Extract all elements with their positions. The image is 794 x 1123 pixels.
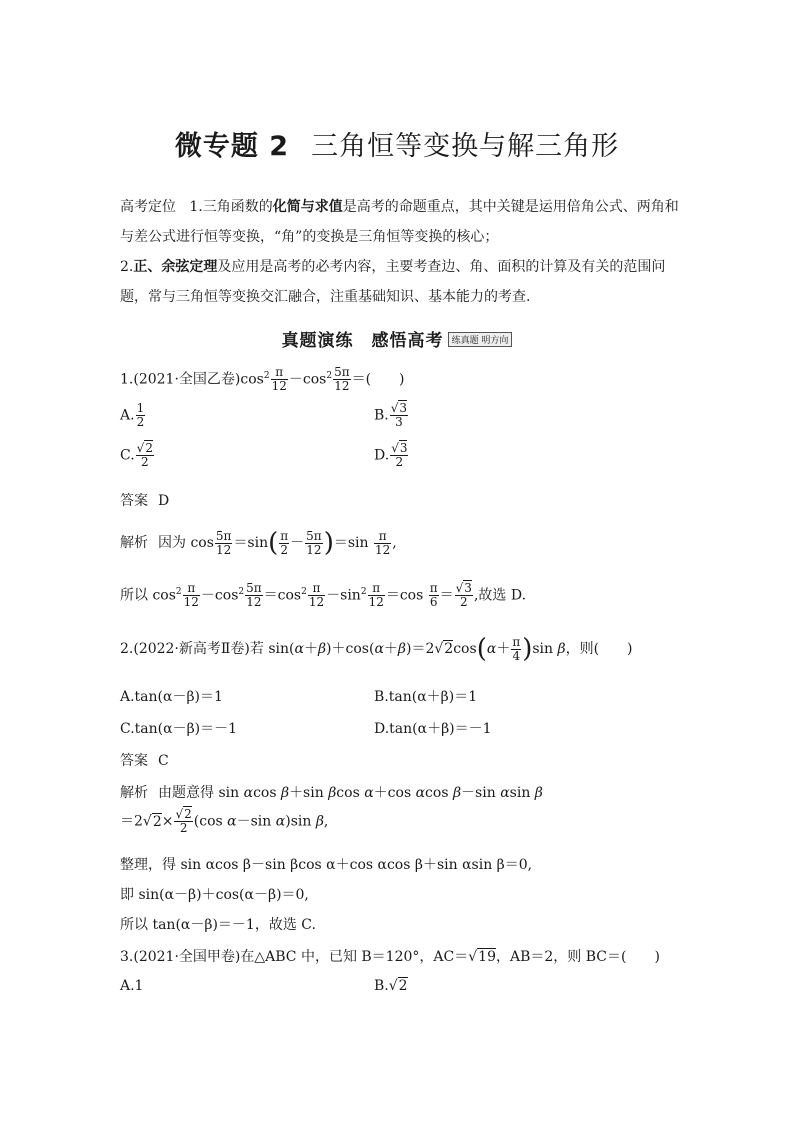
q2-analysis-4: 即 sin(α－β)＋cos(α－β)＝0, — [120, 887, 309, 903]
q1-analysis-2: 所以 $\cos^2$ $\frac{\pi}{12}$ $-\cos^2$ $\frac{5\pi}{12}$ $=\cos^2$ $\frac{\pi}{12}$ $-\sin^2$ $\frac{\pi}{12}$ ＝cos $\frac{\pi}{6}$ ＝ $\frac{√3}{2}$ ,故选 D. — [120, 581, 527, 609]
q2-option-d: D.tan(α＋β)＝－1 — [374, 721, 492, 737]
intro-text: 2. — [120, 259, 134, 275]
q2-analysis-3: 整理，得 sin αcos β－sin βcos α＋cos αcos β＋sin αsin β＝0, — [120, 857, 533, 873]
q3-option-a: A.1 — [120, 978, 144, 994]
q3-option-b: B.√2 — [374, 978, 408, 994]
q2-option-c: C.tan(α－β)＝－1 — [120, 721, 238, 737]
intro-paragraph — [120, 192, 680, 312]
q2-analysis: 解析 由题意得 sin αcos β＋sin βcos α＋cos αcos β－sin αsin β — [120, 785, 543, 801]
q1-prefix: 1.(2021·全国乙卷) — [120, 371, 241, 388]
q1-analysis: 解析 因为 cos $\frac{5\pi}{12}$ ＝sin( $\frac{\pi}{2}$ － $\frac{5\pi}{12}$ )＝sin $\frac{\pi}{12}$ , — [120, 528, 397, 558]
intro-text: 是高考的命题重点，其中 — [342, 199, 497, 215]
title-main: 微专题 2 — [174, 131, 290, 162]
intro-bold: 化简与求值 — [272, 199, 343, 215]
section-heading — [0, 326, 794, 351]
title-sub: 三角恒等变换与解三角形 — [311, 131, 620, 162]
intro-text: 1.三角函数的 — [189, 199, 273, 215]
q2-analysis-5: 所以 tan(α－β)＝－1，故选 C. — [120, 917, 316, 933]
q1-option-c: C. $\frac{√2}{2}$ — [120, 441, 153, 469]
q1-option-b: B. $\frac{√3}{3}$ — [374, 401, 408, 429]
intro-text: 关键是运用倍角公式、两角和与差公式进行恒等变换，“角”的变换是三角恒等变换的核心； — [120, 199, 679, 245]
q2-option-b: B.tan(α＋β)＝1 — [374, 689, 478, 705]
intro-bold: 正、余弦定理 — [133, 259, 218, 275]
section-tag: 练真题 明方向 — [448, 332, 513, 347]
q1-option-d: D. $\frac{√3}{2}$ — [374, 441, 408, 469]
q2-analysis-2: ＝2√2× $\frac{√2}{2}$ (cos α－sin α)sin β, — [120, 807, 329, 835]
page-title — [0, 124, 794, 163]
q1-option-a: A. $\frac{1}{2}$ — [120, 401, 145, 429]
q1-answer: 答案 D — [120, 493, 170, 509]
intro-text: 及应用是高考的必考内容，主要考查边、角、面积的计算及有关的范围问题，常与三角恒等变换交汇融合，注重基础知识、基本能力的考查. — [120, 259, 666, 305]
q2-answer: 答案 C — [120, 753, 169, 769]
question-2: 2.(2022·新高考Ⅱ卷)若 sin(α＋β)＋cos(α＋β)＝2√2cos(α＋ $\frac{\pi}{4}$ )sin β，则( ) — [120, 634, 633, 664]
section-title: 真题演练 感悟高考 — [281, 331, 444, 351]
question-1: 1.(2021·全国乙卷)$\cos^2$ $\frac{\pi}{12}$ $-\cos^2$ $\frac{5\pi}{12}$ ＝( ) — [120, 365, 405, 393]
q2-option-a: A.tan(α－β)＝1 — [120, 689, 223, 705]
intro-label: 高考定位 — [120, 199, 176, 215]
question-3: 3.(2021·全国甲卷)在△ABC 中，已知 B＝120°，AC＝√19，AB＝2，则 BC＝( ) — [120, 949, 660, 965]
